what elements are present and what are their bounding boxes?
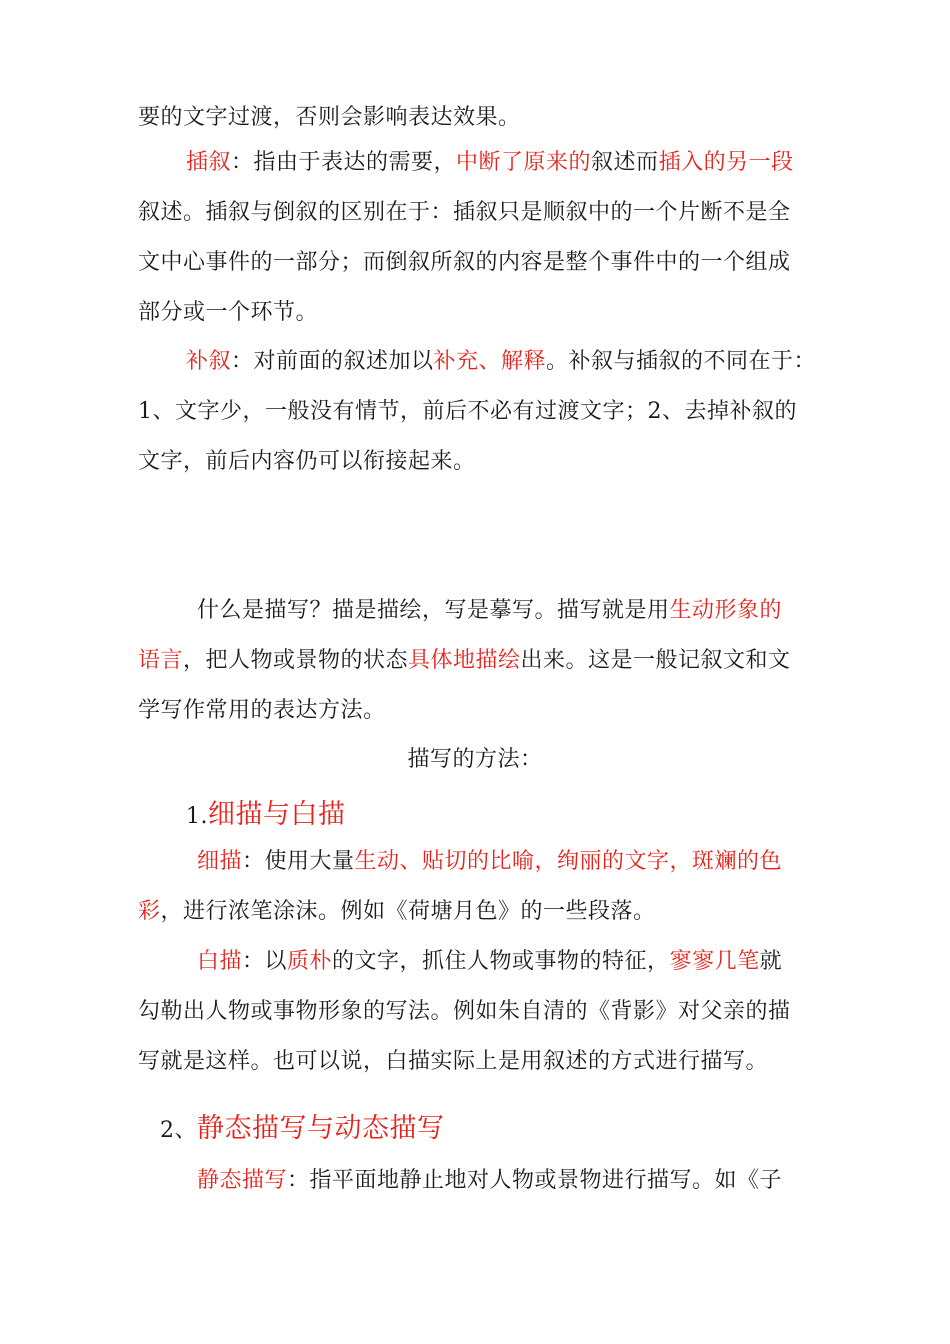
text-segment: 1、文字少，一般没有情节，前后不必有过渡文字；2、去掉补叙的 xyxy=(138,399,797,424)
highlight-text: 插入的另一段 xyxy=(658,150,794,175)
text-segment: 出来。这是一般记叙文和文 xyxy=(520,648,791,673)
text-segment: ：使用大量 xyxy=(242,849,355,874)
text-segment: 描写的方法： xyxy=(407,747,543,772)
text-segment: 勾勒出人物或事物形象的写法。例如朱自清的《背影》对父亲的描 xyxy=(138,999,791,1024)
text-line xyxy=(138,646,791,676)
text-segment: 写就是这样。也可以说，白描实际上是用叙述的方式进行描写。 xyxy=(138,1049,769,1074)
highlight-text: 细描 xyxy=(197,849,243,874)
text-segment: ：指平面地静止地对人物或景物进行描写。如《子 xyxy=(287,1168,783,1193)
highlight-text: 白描 xyxy=(197,949,243,974)
highlight-text: 生动形象的 xyxy=(669,598,783,623)
text-line xyxy=(138,198,791,228)
highlight-text: 补叙 xyxy=(186,349,232,374)
text-segment: 要的文字过渡，否则会影响表达效果。 xyxy=(138,105,521,130)
text-segment: 1. xyxy=(186,804,208,829)
text-segment: 叙述。插叙与倒叙的区别在于：插叙只是顺叙中的一个片断不是全 xyxy=(138,200,791,225)
text-segment: 2、 xyxy=(160,1118,197,1143)
highlight-text: 静态描写 xyxy=(197,1168,288,1193)
text-segment: ，把人物或景物的状态 xyxy=(183,648,409,673)
text-line xyxy=(197,1166,782,1196)
text-segment: 。补叙与插叙的不同在于： xyxy=(546,349,817,374)
highlight-text: 细描与白描 xyxy=(208,799,346,830)
highlight-text: 中断了原来的 xyxy=(456,150,592,175)
text-line xyxy=(138,103,521,133)
highlight-text: 质朴 xyxy=(287,949,333,974)
text-line xyxy=(138,298,318,328)
text-line xyxy=(186,347,816,377)
text-line xyxy=(138,696,386,726)
text-segment: ：以 xyxy=(242,949,288,974)
text-line xyxy=(138,248,791,278)
text-line xyxy=(138,397,797,427)
section-heading xyxy=(186,800,346,832)
text-segment: 就 xyxy=(759,949,783,974)
text-line xyxy=(186,148,794,178)
text-line xyxy=(197,596,782,626)
text-segment: 什么是描写？描是描绘，写是摹写。描写就是用 xyxy=(197,598,670,623)
highlight-text: 语言 xyxy=(138,648,184,673)
text-line xyxy=(197,947,782,977)
section-heading xyxy=(160,1114,445,1146)
text-segment: ：指由于表达的需要， xyxy=(231,150,457,175)
highlight-text: 生动、贴切的比喻，绚丽的文字，斑斓的色 xyxy=(354,849,783,874)
highlight-text: 补充、解释 xyxy=(433,349,547,374)
text-line xyxy=(138,1047,768,1077)
text-segment: 文字，前后内容仍可以衔接起来。 xyxy=(138,449,476,474)
highlight-text: 具体地描绘 xyxy=(408,648,521,673)
centered-subtitle xyxy=(0,745,950,775)
highlight-text: 彩 xyxy=(138,899,161,924)
text-segment: ，进行浓笔涂沫。例如《荷塘月色》的一些段落。 xyxy=(160,899,656,924)
text-segment: 的文字，抓住人物或事物的特征， xyxy=(332,949,670,974)
highlight-text: 静态描写与动态描写 xyxy=(197,1113,445,1144)
text-segment: ：对前面的叙述加以 xyxy=(231,349,434,374)
text-line xyxy=(197,847,782,877)
text-line xyxy=(138,447,476,477)
text-segment: 叙述而 xyxy=(591,150,659,175)
text-line xyxy=(138,897,656,927)
text-segment: 部分或一个环节。 xyxy=(138,300,319,325)
highlight-text: 插叙 xyxy=(186,150,232,175)
highlight-text: 寥寥几笔 xyxy=(669,949,760,974)
text-line xyxy=(138,997,791,1027)
text-segment: 文中心事件的一部分；而倒叙所叙的内容是整个事件中的一个组成 xyxy=(138,250,791,275)
text-segment: 学写作常用的表达方法。 xyxy=(138,698,386,723)
